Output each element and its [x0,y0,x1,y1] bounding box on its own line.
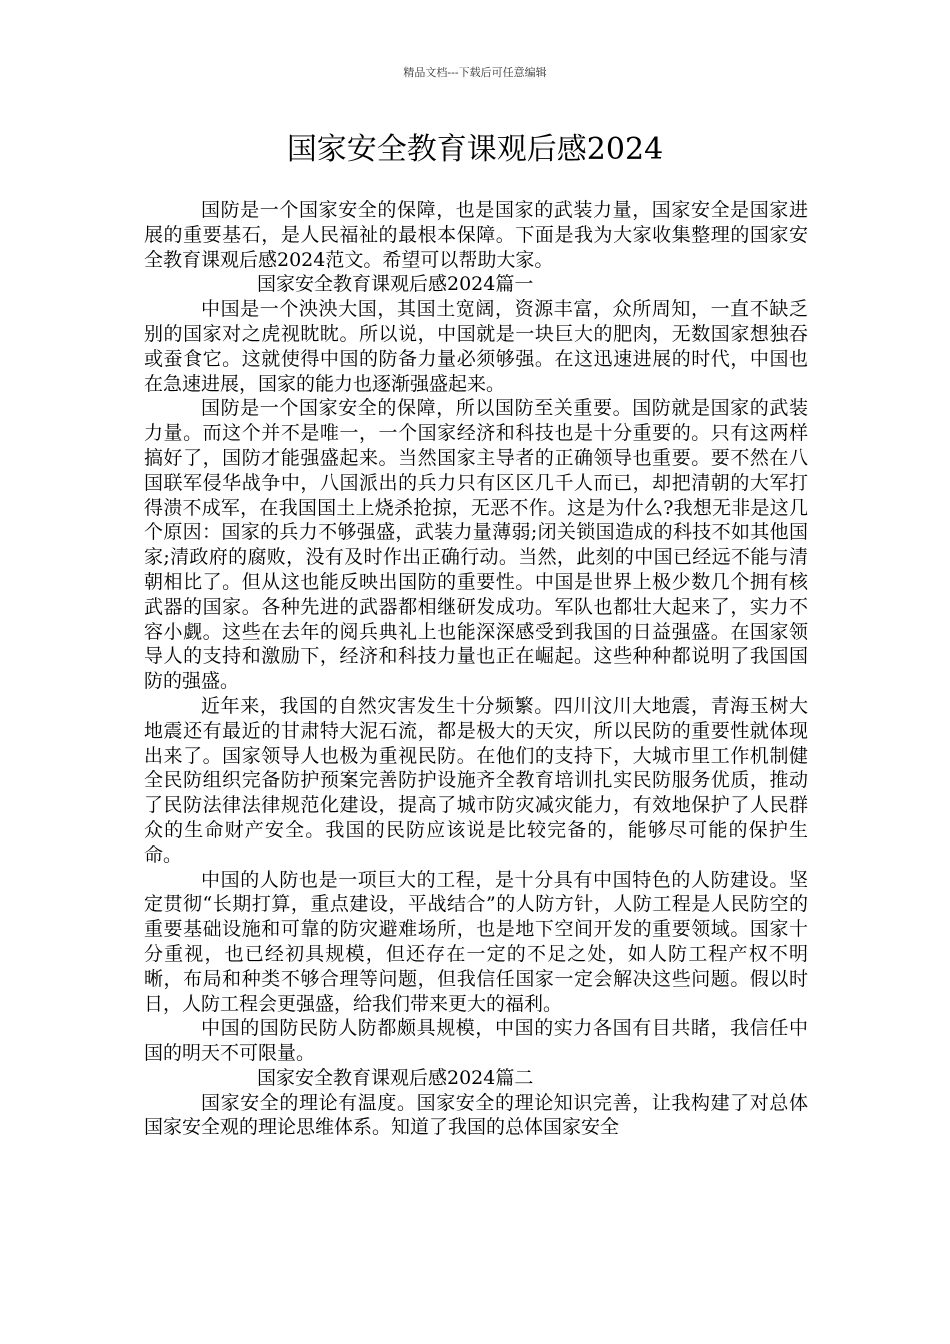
header-note: 精品文档---下载后可任意编辑 [403,66,547,79]
document-title: 国家安全教育课观后感2024 [286,132,664,167]
paragraph: 中国是一个泱泱大国，其国土宽阔，资源丰富，众所周知，一直不缺乏别的国家对之虎视眈眈。所以说，中国就是一块巨大的肥肉，无数国家想独吞或蚕食它。这就使得中国的防备力量必须够强。在这迅速进展的时代，中国也在急速进展，国家的能力也逐渐强盛起来。 [144,298,808,395]
paragraph-intro: 国防是一个国家安全的保障，也是国家的武装力量，国家安全是国家进展的重要基石，是人民福祉的最根本保障。下面是我为大家收集整理的国家安全教育课观后感2024范文。希望可以帮助大家。 [144,199,808,271]
section-heading-1: 国家安全教育课观后感2024篇一 [257,273,534,296]
paragraph: 中国的人防也是一项巨大的工程，是十分具有中国特色的人防建设。坚定贯彻“长期打算，重点建设，平战结合”的人防方针，人防工程是人民防空的重要基础设施和可靠的防灾避难场所，也是地下空间开发的重要领域。国家十分重视，也已经初具规模，但还存在一定的不足之处，如人防工程产权不明晰，布局和种类不够合理等问题，但我信任国家一定会解决这些问题。假以时日，人防工程会更强盛，给我们带来更大的福利。 [144,868,808,1015]
paragraph: 国家安全的理论有温度。国家安全的理论知识完善，让我构建了对总体国家安全观的理论思维体系。知道了我国的总体国家安全 [144,1091,808,1139]
paragraph: 中国的国防民防人防都颇具规模，中国的实力各国有目共睹，我信任中国的明天不可限量。 [144,1017,808,1065]
paragraph: 国防是一个国家安全的保障，所以国防至关重要。国防就是国家的武装力量。而这个并不是唯一，一个国家经济和科技也是十分重要的。只有这两样搞好了，国防才能强盛起来。当然国家主导者的正确领导也重要。要不然在八国联军侵华战争中，八国派出的兵力只有区区几千人而已，却把清朝的大军打得溃不成军，在我国国土上烧杀抢掠，无恶不作。这是为什么?我想无非是这几个原因：国家的兵力不够强盛，武装力量薄弱;闭关锁国造成的科技不如其他国家;清政府的腐败，没有及时作出正确行动。当然，此刻的中国已经远不能与清朝相比了。但从这也能反映出国防的重要性。中国是世界上极少数几个拥有核武器的国家。各种先进的武器都相继研发成功。军队也都壮大起来了，实力不容小觑。这些在去年的阅兵典礼上也能深深感受到我国的日益强盛。在国家领导人的支持和激励下，经济和科技力量也正在崛起。这些种种都说明了我国国防的强盛。 [144,397,808,693]
section-heading-2: 国家安全教育课观后感2024篇二 [257,1066,534,1089]
paragraph: 近年来，我国的自然灾害发生十分频繁。四川汶川大地震，青海玉树大地震还有最近的甘肃特大泥石流，都是极大的天灾，所以民防的重要性就体现出来了。国家领导人也极为重视民防。在他们的支持下，大城市里工作机制健全民防组织完备防护预案完善防护设施齐全教育培训扎实民防服务优质，推动了民防法律法律规范化建设，提高了城市防灾减灾能力，有效地保护了人民群众的生命财产安全。我国的民防应该说是比较完备的，能够尽可能的保护生命。 [144,694,808,866]
document-body [144,198,808,1140]
